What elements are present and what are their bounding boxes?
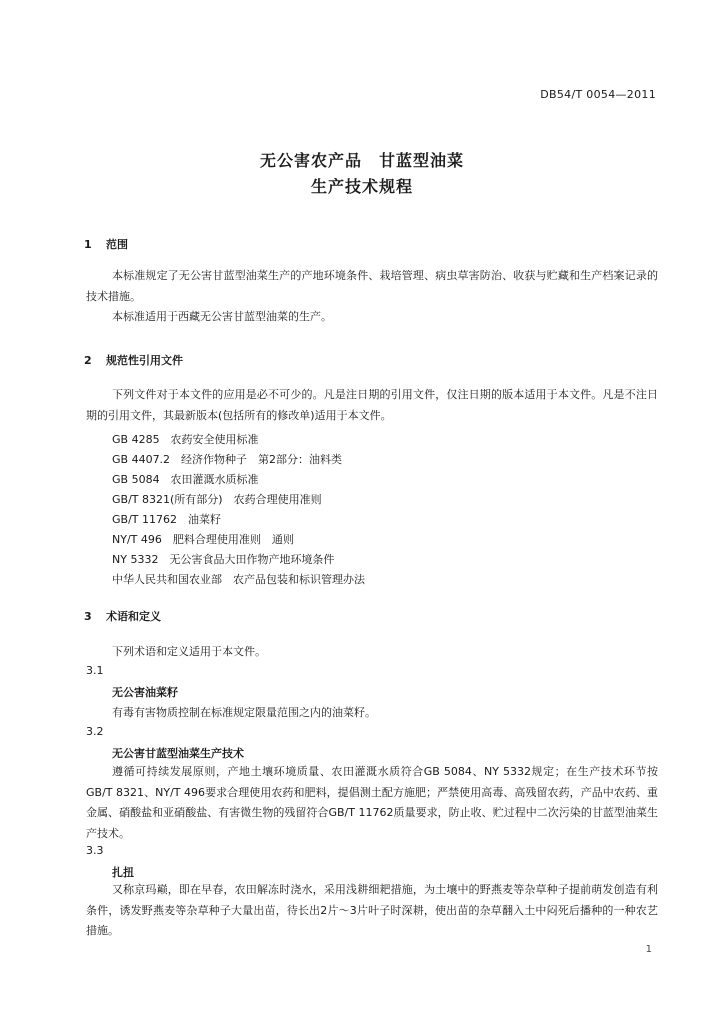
section-number: 2 xyxy=(84,354,92,367)
section-title: 规范性引用文件 xyxy=(106,354,183,367)
document-title-line1: 无公害农产品 甘蓝型油菜 xyxy=(259,151,464,170)
section-3-heading xyxy=(84,608,161,624)
scope-paragraph-1: 本标准规定了无公害甘蓝型油菜生产的产地环境条件、栽培管理、病虫草害防治、收获与贮藏和生产档案记录的技术措施。 xyxy=(86,269,658,303)
section-title: 范围 xyxy=(106,238,128,251)
definition-3-1: 有毒有害物质控制在标准规定限量范围之内的油菜籽。 xyxy=(112,706,376,719)
scope-paragraph-2: 本标准适用于西藏无公害甘蓝型油菜的生产。 xyxy=(112,310,332,323)
section-number: 3 xyxy=(84,610,92,623)
term-3-3: 扎扭 xyxy=(112,866,134,879)
section-2-heading xyxy=(84,352,183,368)
reference-item: NY/T 496 肥料合理使用准则 通则 xyxy=(112,533,294,546)
normative-references-intro: 下列文件对于本文件的应用是必不可少的。凡是注日期的引用文件，仅注日期的版本适用于本文件。凡是不注日期的引用文件，其最新版本(包括所有的修改单)适用于本文件。 xyxy=(86,388,658,422)
term-3-2: 无公害甘蓝型油菜生产技术 xyxy=(112,747,244,760)
section-number: 1 xyxy=(84,238,92,251)
terms-intro: 下列术语和定义适用于本文件。 xyxy=(112,645,266,658)
page-number: 1 xyxy=(645,944,652,955)
definition-3-3: 又称京玛巅，即在早春，农田解冻时浇水，采用浅耕细耙措施，为土壤中的野燕麦等杂草种子提前萌发创造有利条件，诱发野燕麦等杂草种子大量出苗，待长出2片～3片叶子时深耕，使出苗的杂草翻入土中闷死后播种的一种农艺措施。 xyxy=(86,883,658,937)
reference-item: GB 4285 农药安全使用标准 xyxy=(112,433,259,446)
definition-3-2: 遵循可持续发展原则，产地土壤环境质量、农田灌溉水质符合GB 5084、NY 5332规定；在生产技术环节按GB/T 8321、NY/T 496要求合理使用农药和肥料，提倡测土配方施肥；严禁使用高毒、高残留农药，产品中农药、重金属、硝酸盐和亚硝酸盐、有害微生物的残留符合GB/T 11762质量要求，防止收、贮过程中二次污染的甘蓝型油菜生产技术。 xyxy=(86,765,658,840)
reference-item: GB 4407.2 经济作物种子 第2部分：油料类 xyxy=(112,453,343,466)
standard-code: DB54/T 0054—2011 xyxy=(540,88,656,101)
reference-item: GB 5084 农田灌溉水质标准 xyxy=(112,473,259,486)
section-1-heading xyxy=(84,236,128,252)
reference-item: NY 5332 无公害食品大田作物产地环境条件 xyxy=(112,553,335,566)
reference-item: 中华人民共和国农业部 农产品包装和标识管理办法 xyxy=(112,573,365,586)
section-title: 术语和定义 xyxy=(106,610,161,623)
document-title-line2: 生产技术规程 xyxy=(310,177,413,196)
term-3-1: 无公害油菜籽 xyxy=(112,686,178,699)
clause-number-3-1: 3.1 xyxy=(86,664,104,677)
clause-number-3-2: 3.2 xyxy=(86,725,104,738)
clause-number-3-3: 3.3 xyxy=(86,844,104,857)
reference-item: GB/T 8321(所有部分) 农药合理使用准则 xyxy=(112,493,322,506)
reference-item: GB/T 11762 油菜籽 xyxy=(112,513,221,526)
